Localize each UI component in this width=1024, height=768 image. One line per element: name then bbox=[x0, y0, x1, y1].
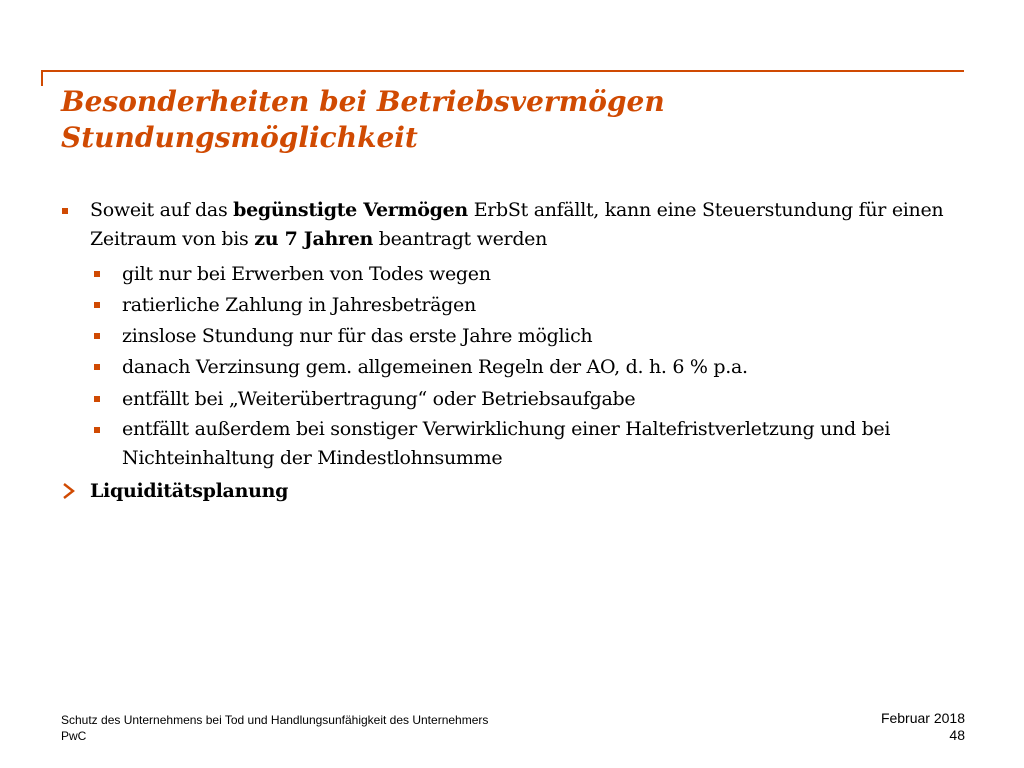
main-bullet-bold-2: zu 7 Jahren bbox=[254, 228, 374, 250]
sub-bullet: entfällt außerdem bei sonstiger Verwirklichung einer Haltefristverletzung und bei Nichteinhaltung der Mindestlohnsumme bbox=[122, 418, 891, 469]
sub-bullet: zinslose Stundung nur für das erste Jahre möglich bbox=[122, 325, 593, 347]
footer-left bbox=[61, 712, 488, 744]
page-number: 48 bbox=[949, 727, 965, 743]
square-bullet-icon bbox=[94, 302, 100, 308]
main-bullet-bold-1: begünstigte Vermögen bbox=[233, 199, 468, 221]
sub-bullet: entfällt bei „Weiterübertragung“ oder Betriebsaufgabe bbox=[122, 388, 636, 410]
square-bullet-icon bbox=[62, 208, 68, 214]
corner-line-vertical bbox=[41, 70, 43, 86]
square-bullet-icon bbox=[94, 364, 100, 370]
arrow-bullet-icon bbox=[60, 482, 78, 500]
title-line-2: Stundungsmöglichkeit bbox=[61, 121, 418, 154]
footer-date: Februar 2018 bbox=[880, 710, 965, 726]
footer-right bbox=[881, 710, 965, 744]
main-bullet-mid: ErbSt anfällt, kann eine Steuerstundung für einen Zeitraum von bis bbox=[90, 199, 944, 250]
square-bullet-icon bbox=[94, 427, 100, 433]
main-bullet-pre: Soweit auf das bbox=[90, 199, 234, 221]
arrow-bullet-text: Liquiditätsplanung bbox=[90, 480, 289, 502]
main-bullet bbox=[90, 196, 960, 254]
footer-company: PwC bbox=[61, 729, 87, 743]
corner-line-horizontal bbox=[41, 70, 964, 72]
square-bullet-icon bbox=[94, 271, 100, 277]
title-line-1: Besonderheiten bei Betriebsvermögen bbox=[61, 85, 665, 118]
slide-title bbox=[61, 84, 961, 156]
sub-bullet: gilt nur bei Erwerben von Todes wegen bbox=[122, 263, 491, 285]
sub-bullet: ratierliche Zahlung in Jahresbeträgen bbox=[122, 294, 476, 316]
square-bullet-icon bbox=[94, 396, 100, 402]
sub-bullet: danach Verzinsung gem. allgemeinen Regeln der AO, d. h. 6 % p.a. bbox=[122, 356, 748, 378]
footer-topic: Schutz des Unternehmens bei Tod und Handlungsunfähigkeit des Unternehmers bbox=[61, 713, 489, 727]
main-bullet-post: beantragt werden bbox=[373, 228, 548, 250]
square-bullet-icon bbox=[94, 333, 100, 339]
